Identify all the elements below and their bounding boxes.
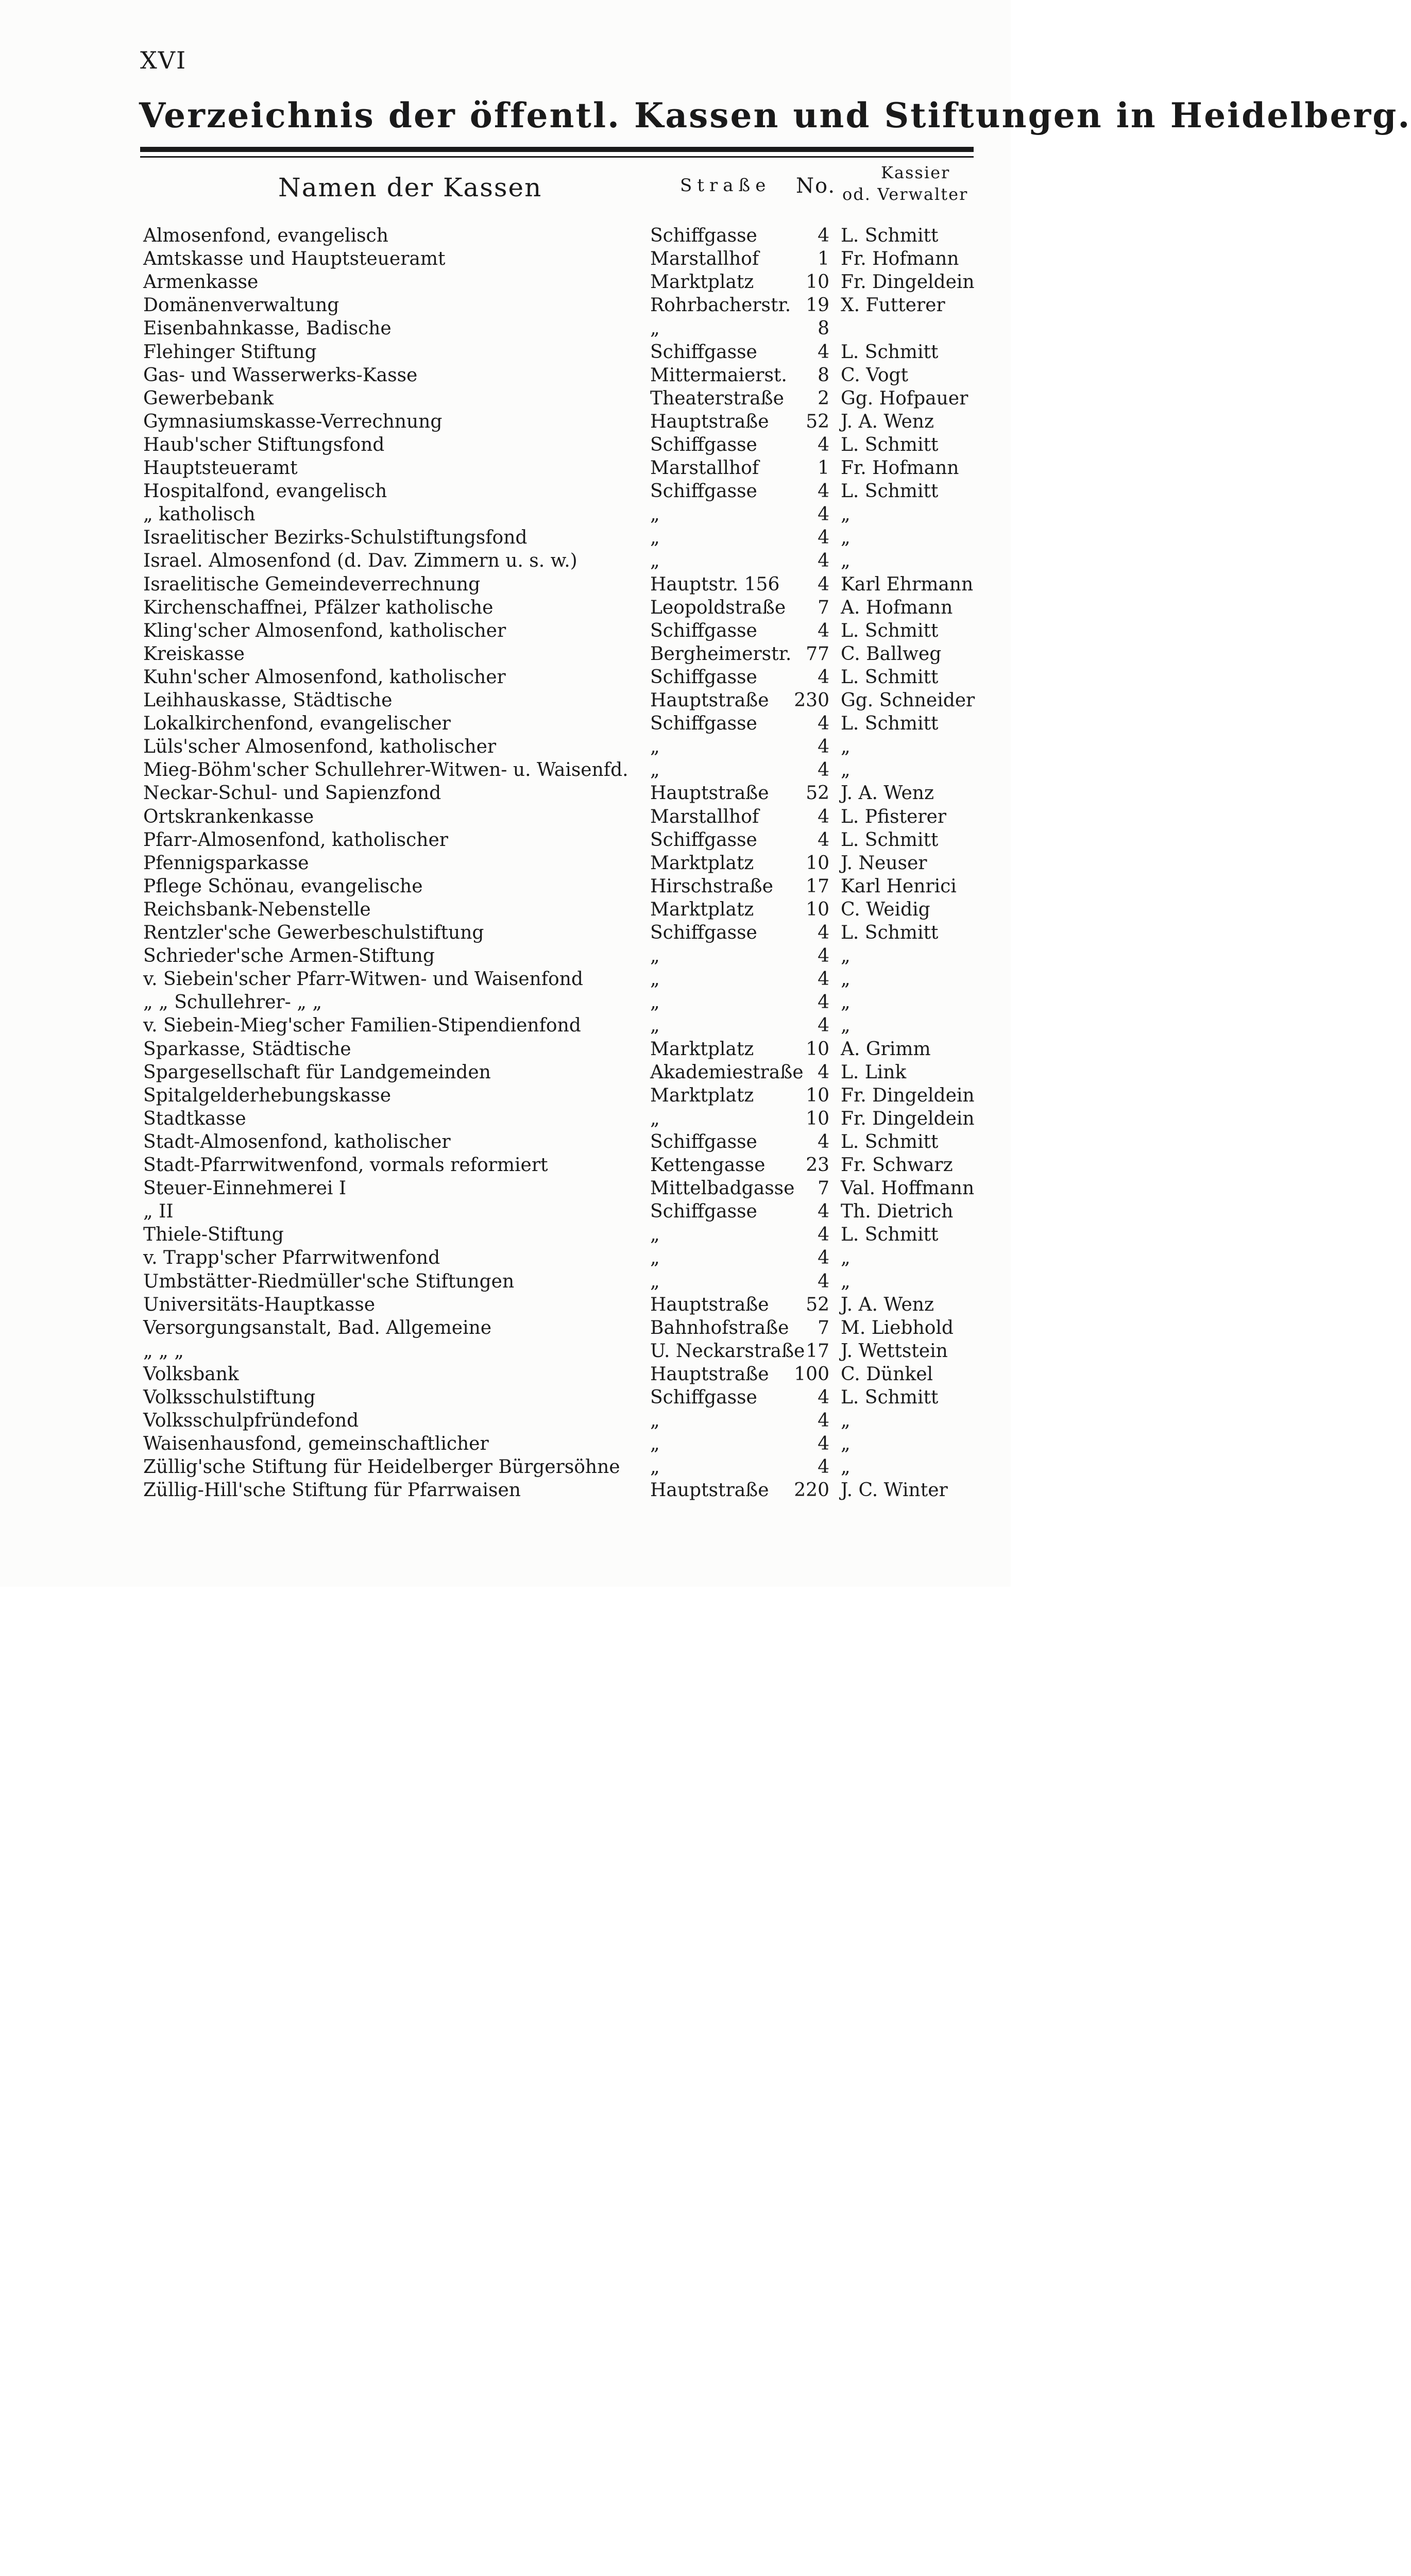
fund-name: Spargesellschaft für Landgemeinden bbox=[143, 1061, 491, 1083]
fund-name: Ortskrankenkasse bbox=[143, 806, 314, 827]
fund-name: v. Trapp'scher Pfarrwitwenfond bbox=[143, 1247, 440, 1269]
table-row bbox=[0, 1455, 1011, 1479]
house-number-cell: 52 bbox=[806, 783, 829, 804]
table-row bbox=[0, 1223, 1011, 1246]
table-row bbox=[0, 364, 1011, 387]
fund-name: Stadtkasse bbox=[143, 1108, 246, 1129]
street-cell: „ bbox=[650, 969, 660, 990]
table-row bbox=[0, 944, 1011, 968]
house-number-cell: 4 bbox=[818, 1224, 829, 1246]
fund-name: Amtskasse und Hauptsteueramt bbox=[143, 248, 446, 270]
fund-name: Gymnasiumskasse-Verrechnung bbox=[143, 411, 443, 432]
fund-name: Züllig-Hill'sche Stiftung für Pfarrwaisen bbox=[143, 1480, 521, 1501]
table-row bbox=[0, 1432, 1011, 1455]
house-number-cell: 1 bbox=[818, 248, 829, 270]
administrator-cell: Val. Hoffmann bbox=[841, 1178, 975, 1199]
street-cell: „ bbox=[650, 1108, 660, 1129]
house-number-cell: 10 bbox=[806, 1108, 829, 1129]
fund-name: Lokalkirchenfond, evangelischer bbox=[143, 713, 451, 735]
house-number-cell: 4 bbox=[818, 1387, 829, 1408]
table-row bbox=[0, 689, 1011, 712]
table-row bbox=[0, 1200, 1011, 1223]
house-number-cell: 10 bbox=[806, 899, 829, 920]
table-row bbox=[0, 1386, 1011, 1409]
fund-name: Waisenhausfond, gemeinschaftlicher bbox=[143, 1433, 489, 1455]
house-number-cell: 19 bbox=[806, 295, 829, 316]
house-number-cell: 4 bbox=[818, 1433, 829, 1455]
column-header-number: No. bbox=[796, 174, 836, 198]
administrator-cell: Karl Henrici bbox=[841, 875, 957, 897]
administrator-cell: Gg. Schneider bbox=[841, 690, 975, 711]
house-number-cell: 4 bbox=[818, 1061, 829, 1083]
table-row bbox=[0, 1038, 1011, 1061]
house-number-cell: 4 bbox=[818, 573, 829, 595]
house-number-cell: 17 bbox=[806, 875, 829, 897]
table-row bbox=[0, 573, 1011, 596]
administrator-cell: „ bbox=[841, 945, 851, 967]
fund-name: Versorgungsanstalt, Bad. Allgemeine bbox=[143, 1317, 492, 1338]
table-row bbox=[0, 712, 1011, 735]
fund-name: Thiele-Stiftung bbox=[143, 1224, 284, 1246]
fund-name: Leihhauskasse, Städtische bbox=[143, 690, 393, 711]
house-number-cell: 4 bbox=[818, 1015, 829, 1037]
table-row bbox=[0, 1130, 1011, 1154]
house-number-cell: 4 bbox=[818, 1247, 829, 1269]
table-row bbox=[0, 503, 1011, 526]
house-number-cell: 7 bbox=[818, 1317, 829, 1338]
fund-name: Steuer-Einnehmerei I bbox=[143, 1178, 347, 1199]
fund-name: „ „ „ bbox=[143, 1340, 184, 1362]
house-number-cell: 4 bbox=[818, 1410, 829, 1432]
administrator-cell: L. Schmitt bbox=[841, 829, 939, 851]
street-cell: Mittermaierst. bbox=[650, 364, 787, 386]
table-row bbox=[0, 1293, 1011, 1316]
administrator-cell: L. Schmitt bbox=[841, 481, 939, 502]
street-cell: „ bbox=[650, 527, 660, 549]
fund-name: Kreiskasse bbox=[143, 643, 245, 665]
administrator-cell: A. Grimm bbox=[841, 1038, 931, 1060]
administrator-cell: C. Dünkel bbox=[841, 1363, 933, 1385]
administrator-cell: Gg. Hofpauer bbox=[841, 387, 968, 409]
house-number-cell: 4 bbox=[818, 829, 829, 851]
fund-name: Volksschulpfründefond bbox=[143, 1410, 359, 1432]
fund-name: Züllig'sche Stiftung für Heidelberger Bürgersöhne bbox=[143, 1456, 620, 1478]
administrator-cell: J. A. Wenz bbox=[841, 411, 934, 432]
fund-name: Volksbank bbox=[143, 1363, 239, 1385]
administrator-cell: Karl Ehrmann bbox=[841, 573, 974, 595]
street-cell: „ bbox=[650, 1270, 660, 1292]
administrator-cell: Fr. Dingeldein bbox=[841, 1108, 975, 1129]
fund-name: Pfarr-Almosenfond, katholischer bbox=[143, 829, 448, 851]
street-cell: „ bbox=[650, 992, 660, 1013]
administrator-cell: L. Schmitt bbox=[841, 713, 939, 735]
administrator-cell: L. Schmitt bbox=[841, 620, 939, 641]
house-number-cell: 4 bbox=[818, 1201, 829, 1223]
administrator-cell: L. Schmitt bbox=[841, 1387, 939, 1408]
house-number-cell: 8 bbox=[818, 318, 829, 340]
house-number-cell: 4 bbox=[818, 759, 829, 781]
table-row bbox=[0, 805, 1011, 828]
house-number-cell: 4 bbox=[818, 550, 829, 572]
table-row bbox=[0, 619, 1011, 642]
house-number-cell: 4 bbox=[818, 806, 829, 827]
table-row bbox=[0, 1270, 1011, 1293]
administrator-cell: L. Pfisterer bbox=[841, 806, 946, 827]
fund-name: Haub'scher Stiftungsfond bbox=[143, 434, 385, 455]
street-cell: Bergheimerstr. bbox=[650, 643, 792, 665]
administrator-cell: „ bbox=[841, 1015, 851, 1037]
administrator-cell: J. C. Winter bbox=[841, 1480, 948, 1501]
fund-name: Pflege Schönau, evangelische bbox=[143, 875, 423, 897]
fund-name: Flehinger Stiftung bbox=[143, 341, 317, 363]
table-row bbox=[0, 875, 1011, 898]
column-header-street: Straße bbox=[680, 175, 771, 196]
fund-name: Neckar-Schul- und Sapienzfond bbox=[143, 783, 441, 804]
fund-name: Sparkasse, Städtische bbox=[143, 1038, 351, 1060]
street-cell: Schiffgasse bbox=[650, 713, 757, 735]
table-row bbox=[0, 1177, 1011, 1200]
street-cell: Hauptstr. 156 bbox=[650, 573, 780, 595]
house-number-cell: 10 bbox=[806, 1084, 829, 1106]
house-number-cell: 7 bbox=[818, 597, 829, 618]
table-row bbox=[0, 341, 1011, 364]
table-row bbox=[0, 921, 1011, 944]
administrator-cell: „ bbox=[841, 1410, 851, 1432]
fund-name: Hospitalfond, evangelisch bbox=[143, 481, 387, 502]
street-cell: U. Neckarstraße bbox=[650, 1340, 805, 1362]
house-number-cell: 100 bbox=[794, 1363, 829, 1385]
administrator-cell: Fr. Hofmann bbox=[841, 457, 959, 479]
house-number-cell: 4 bbox=[818, 434, 829, 455]
fund-name: Armenkasse bbox=[143, 272, 259, 293]
fund-name: „ katholisch bbox=[143, 504, 256, 526]
fund-name: Gewerbebank bbox=[143, 387, 274, 409]
house-number-cell: 4 bbox=[818, 225, 829, 246]
house-number-cell: 7 bbox=[818, 1178, 829, 1199]
administrator-cell: L. Schmitt bbox=[841, 341, 939, 363]
administrator-cell: J. Wettstein bbox=[841, 1340, 948, 1362]
house-number-cell: 10 bbox=[806, 272, 829, 293]
house-number-cell: 2 bbox=[818, 387, 829, 409]
administrator-cell: L. Schmitt bbox=[841, 666, 939, 688]
street-cell: „ bbox=[650, 1015, 660, 1037]
street-cell: „ bbox=[650, 736, 660, 758]
fund-name: Kirchenschaffnei, Pfälzer katholische bbox=[143, 597, 494, 618]
administrator-cell: J. A. Wenz bbox=[841, 1294, 934, 1315]
table-row bbox=[0, 828, 1011, 852]
administrator-cell: „ bbox=[841, 527, 851, 549]
street-cell: Hauptstraße bbox=[650, 690, 769, 711]
street-cell: „ bbox=[650, 550, 660, 572]
house-number-cell: 10 bbox=[806, 852, 829, 874]
house-number-cell: 4 bbox=[818, 1456, 829, 1478]
table-row bbox=[0, 1246, 1011, 1269]
fund-name: Rentzler'sche Gewerbeschulstiftung bbox=[143, 922, 484, 943]
administrator-cell: L. Schmitt bbox=[841, 434, 939, 455]
page-title: Verzeichnis der öffentl. Kassen und Stiftungen in Heidelberg. bbox=[139, 95, 1411, 135]
street-cell: Marktplatz bbox=[650, 1038, 754, 1060]
column-header-admin-line2: od. Verwalter bbox=[842, 184, 968, 204]
house-number-cell: 4 bbox=[818, 1131, 829, 1153]
administrator-cell: „ bbox=[841, 550, 851, 572]
street-cell: Marstallhof bbox=[650, 248, 759, 270]
fund-name: Volksschulstiftung bbox=[143, 1387, 316, 1408]
street-cell: „ bbox=[650, 504, 660, 526]
street-cell: „ bbox=[650, 759, 660, 781]
table-row bbox=[0, 735, 1011, 758]
administrator-cell: Fr. Dingeldein bbox=[841, 272, 975, 293]
administrator-cell: „ bbox=[841, 1247, 851, 1269]
street-cell: „ bbox=[650, 1433, 660, 1455]
street-cell: Schiffgasse bbox=[650, 666, 757, 688]
house-number-cell: 8 bbox=[818, 364, 829, 386]
house-number-cell: 4 bbox=[818, 992, 829, 1013]
administrator-cell: J. Neuser bbox=[841, 852, 927, 874]
administrator-cell: „ bbox=[841, 1270, 851, 1292]
street-cell: Schiffgasse bbox=[650, 922, 757, 943]
table-row bbox=[0, 991, 1011, 1014]
table-row bbox=[0, 387, 1011, 410]
administrator-cell: Fr. Dingeldein bbox=[841, 1084, 975, 1106]
house-number-cell: 4 bbox=[818, 736, 829, 758]
fund-name: Universitäts-Hauptkasse bbox=[143, 1294, 375, 1315]
house-number-cell: 10 bbox=[806, 1038, 829, 1060]
street-cell: „ bbox=[650, 1410, 660, 1432]
table-row bbox=[0, 898, 1011, 921]
house-number-cell: 4 bbox=[818, 969, 829, 990]
title-rule-thin bbox=[140, 156, 974, 158]
administrator-cell: J. A. Wenz bbox=[841, 783, 934, 804]
house-number-cell: 23 bbox=[806, 1155, 829, 1176]
table-row bbox=[0, 317, 1011, 340]
house-number-cell: 4 bbox=[818, 620, 829, 641]
table-row bbox=[0, 1340, 1011, 1363]
street-cell: Marktplatz bbox=[650, 1084, 754, 1106]
street-cell: Marktplatz bbox=[650, 272, 754, 293]
administrator-cell: X. Futterer bbox=[841, 295, 945, 316]
house-number-cell: 4 bbox=[818, 481, 829, 502]
street-cell: Hauptstraße bbox=[650, 1294, 769, 1315]
house-number-cell: 4 bbox=[818, 666, 829, 688]
fund-name: Hauptsteueramt bbox=[143, 457, 298, 479]
administrator-cell: L. Schmitt bbox=[841, 1131, 939, 1153]
table-row bbox=[0, 1014, 1011, 1037]
administrator-cell: „ bbox=[841, 1456, 851, 1478]
fund-name: Lüls'scher Almosenfond, katholischer bbox=[143, 736, 497, 758]
street-cell: Schiffgasse bbox=[650, 620, 757, 641]
street-cell: Marstallhof bbox=[650, 457, 759, 479]
administrator-cell: „ bbox=[841, 992, 851, 1013]
street-cell: „ bbox=[650, 945, 660, 967]
table-row bbox=[0, 852, 1011, 875]
street-cell: Hauptstraße bbox=[650, 783, 769, 804]
street-cell: Schiffgasse bbox=[650, 341, 757, 363]
fund-name: Domänenverwaltung bbox=[143, 295, 339, 316]
fund-name: Israelitische Gemeindeverrechnung bbox=[143, 573, 481, 595]
fund-name: Gas- und Wasserwerks-Kasse bbox=[143, 364, 418, 386]
street-cell: Schiffgasse bbox=[650, 1201, 757, 1223]
street-cell: Leopoldstraße bbox=[650, 597, 786, 618]
fund-name: Pfennigsparkasse bbox=[143, 852, 309, 874]
administrator-cell: C. Ballweg bbox=[841, 643, 942, 665]
table-row bbox=[0, 1084, 1011, 1107]
street-cell: „ bbox=[650, 318, 660, 340]
street-cell: Marstallhof bbox=[650, 806, 759, 827]
street-cell: Mittelbadgasse bbox=[650, 1178, 795, 1199]
administrator-cell: M. Liebhold bbox=[841, 1317, 954, 1338]
administrator-cell: Th. Dietrich bbox=[841, 1201, 954, 1223]
table-row bbox=[0, 456, 1011, 480]
fund-name: Schrieder'sche Armen-Stiftung bbox=[143, 945, 435, 967]
administrator-cell: „ bbox=[841, 759, 851, 781]
street-cell: Schiffgasse bbox=[650, 225, 757, 246]
table-row bbox=[0, 270, 1011, 294]
street-cell: „ bbox=[650, 1456, 660, 1478]
table-row bbox=[0, 1107, 1011, 1130]
administrator-cell: L. Schmitt bbox=[841, 225, 939, 246]
administrator-cell: A. Hofmann bbox=[841, 597, 953, 618]
house-number-cell: 4 bbox=[818, 1270, 829, 1292]
street-cell: Theaterstraße bbox=[650, 387, 784, 409]
fund-name: v. Siebein'scher Pfarr-Witwen- und Waisenfond bbox=[143, 969, 583, 990]
street-cell: Hirschstraße bbox=[650, 875, 773, 897]
table-row bbox=[0, 758, 1011, 782]
fund-name: Israelitischer Bezirks-Schulstiftungsfond bbox=[143, 527, 528, 549]
house-number-cell: 52 bbox=[806, 1294, 829, 1315]
administrator-cell: Fr. Hofmann bbox=[841, 248, 959, 270]
street-cell: Schiffgasse bbox=[650, 1131, 757, 1153]
fund-name: Stadt-Almosenfond, katholischer bbox=[143, 1131, 451, 1153]
house-number-cell: 52 bbox=[806, 411, 829, 432]
fund-name: v. Siebein-Mieg'scher Familien-Stipendienfond bbox=[143, 1015, 581, 1037]
house-number-cell: 4 bbox=[818, 527, 829, 549]
fund-name: Mieg-Böhm'scher Schullehrer-Witwen- u. Waisenfd. bbox=[143, 759, 628, 781]
house-number-cell: 4 bbox=[818, 945, 829, 967]
fund-name: „ „ Schullehrer- „ „ bbox=[143, 992, 322, 1013]
table-row bbox=[0, 549, 1011, 572]
table-row bbox=[0, 1154, 1011, 1177]
street-cell: Hauptstraße bbox=[650, 411, 769, 432]
house-number-cell: 77 bbox=[806, 643, 829, 665]
house-number-cell: 17 bbox=[806, 1340, 829, 1362]
column-header-admin-line1: Kassier bbox=[881, 163, 950, 182]
table-row bbox=[0, 666, 1011, 689]
fund-name: Almosenfond, evangelisch bbox=[143, 225, 388, 246]
column-header-name: Namen der Kassen bbox=[278, 173, 542, 202]
administrator-cell: C. Weidig bbox=[841, 899, 930, 920]
title-rule-thick bbox=[140, 147, 974, 152]
house-number-cell: 4 bbox=[818, 713, 829, 735]
house-number-cell: 1 bbox=[818, 457, 829, 479]
street-cell: Hauptstraße bbox=[650, 1363, 769, 1385]
table-row bbox=[0, 1409, 1011, 1432]
administrator-cell: „ bbox=[841, 1433, 851, 1455]
street-cell: Marktplatz bbox=[650, 852, 754, 874]
administrator-cell: „ bbox=[841, 969, 851, 990]
fund-name: „ II bbox=[143, 1201, 174, 1223]
fund-name: Reichsbank-Nebenstelle bbox=[143, 899, 371, 920]
house-number-cell: 4 bbox=[818, 341, 829, 363]
page-number: XVI bbox=[140, 46, 187, 74]
table-row bbox=[0, 968, 1011, 991]
table-row bbox=[0, 247, 1011, 270]
street-cell: Bahnhofstraße bbox=[650, 1317, 789, 1338]
table-row bbox=[0, 224, 1011, 247]
street-cell: Marktplatz bbox=[650, 899, 754, 920]
fund-name: Kuhn'scher Almosenfond, katholischer bbox=[143, 666, 506, 688]
administrator-cell: C. Vogt bbox=[841, 364, 909, 386]
fund-name: Israel. Almosenfond (d. Dav. Zimmern u. s. w.) bbox=[143, 550, 577, 572]
street-cell: Schiffgasse bbox=[650, 434, 757, 455]
table-row bbox=[0, 596, 1011, 619]
fund-name: Stadt-Pfarrwitwenfond, vormals reformiert bbox=[143, 1155, 548, 1176]
viewer-footer bbox=[0, 1587, 1011, 1664]
house-number-cell: 230 bbox=[794, 690, 829, 711]
table-row bbox=[0, 480, 1011, 503]
table-row bbox=[0, 782, 1011, 805]
table-row bbox=[0, 1061, 1011, 1084]
administrator-cell: Fr. Schwarz bbox=[841, 1155, 953, 1176]
street-cell: „ bbox=[650, 1224, 660, 1246]
table-row bbox=[0, 294, 1011, 317]
street-cell: Kettengasse bbox=[650, 1155, 766, 1176]
street-cell: Schiffgasse bbox=[650, 1387, 757, 1408]
street-cell: Schiffgasse bbox=[650, 481, 757, 502]
table-row bbox=[0, 526, 1011, 549]
table-row bbox=[0, 642, 1011, 666]
administrator-cell: L. Link bbox=[841, 1061, 907, 1083]
administrator-cell: „ bbox=[841, 736, 851, 758]
table-row bbox=[0, 1479, 1011, 1502]
table-row bbox=[0, 433, 1011, 456]
fund-name: Eisenbahnkasse, Badische bbox=[143, 318, 392, 340]
house-number-cell: 220 bbox=[794, 1480, 829, 1501]
street-cell: „ bbox=[650, 1247, 660, 1269]
administrator-cell: L. Schmitt bbox=[841, 1224, 939, 1246]
house-number-cell: 4 bbox=[818, 504, 829, 526]
table-row bbox=[0, 1316, 1011, 1340]
table-row bbox=[0, 410, 1011, 433]
administrator-cell: „ bbox=[841, 504, 851, 526]
administrator-cell: L. Schmitt bbox=[841, 922, 939, 943]
street-cell: Akademiestraße bbox=[650, 1061, 804, 1083]
fund-name: Spitalgelderhebungskasse bbox=[143, 1084, 392, 1106]
street-cell: Schiffgasse bbox=[650, 829, 757, 851]
fund-name: Umbstätter-Riedmüller'sche Stiftungen bbox=[143, 1270, 515, 1292]
street-cell: Rohrbacherstr. bbox=[650, 295, 791, 316]
house-number-cell: 4 bbox=[818, 922, 829, 943]
table-row bbox=[0, 1363, 1011, 1386]
fund-name: Kling'scher Almosenfond, katholischer bbox=[143, 620, 506, 641]
street-cell: Hauptstraße bbox=[650, 1480, 769, 1501]
